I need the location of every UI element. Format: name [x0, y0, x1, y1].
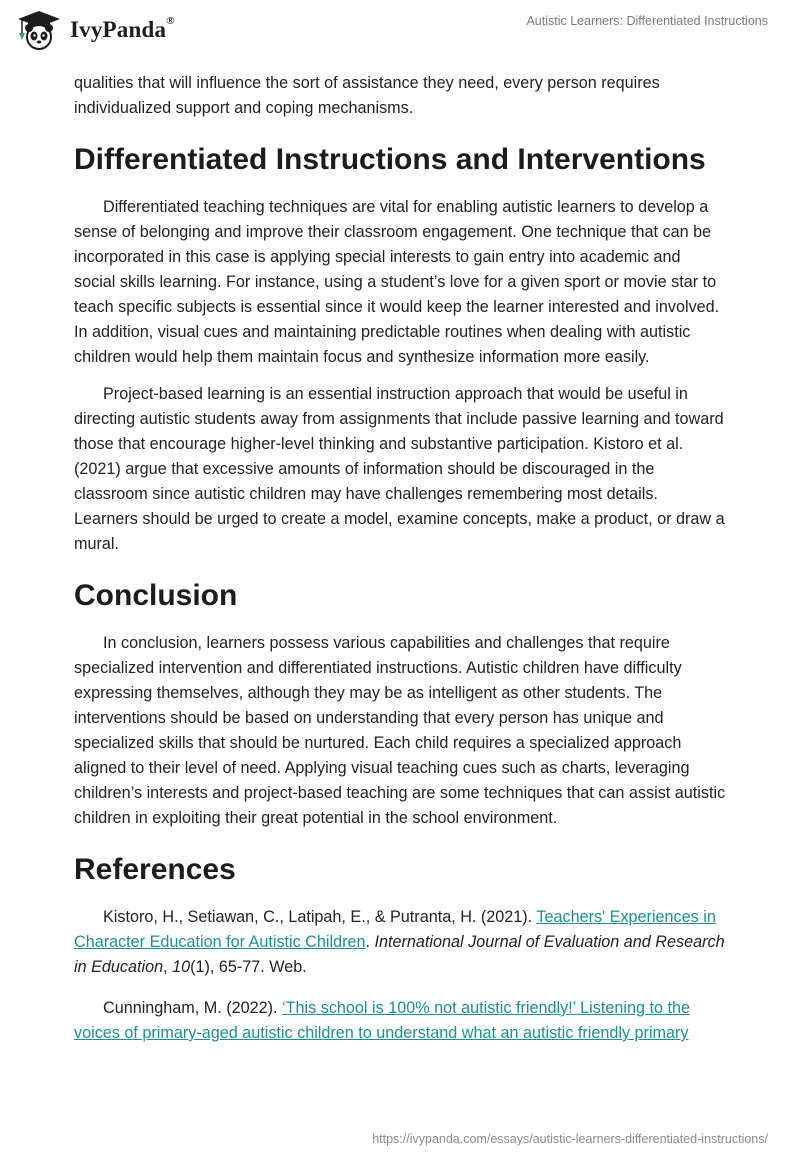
intro-paragraph: qualities that will influence the sort of assistance they need, every person requires individualized support and coping mechanisms. [74, 74, 660, 117]
paragraph: Differentiated teaching techniques are vital for enabling autistic learners to develop a sense of belonging and improve their classroom engagement. One technique that can be incorporated in this case is applying special interests to gain entry into academic and social skills learning. For instance, using a student’s love for a given sport or movie star to teach specific subjects is essential since it would keep the learner interested and involved. In addition, visual cues and maintaining predictable routines when dealing with autistic children would help them maintain focus and synthesize information more easily. [74, 198, 720, 366]
paragraph: Project-based learning is an essential instruction approach that would be useful in directing autistic students away from assignments that include passive learning and toward those that encourage higher-level thinking and substantive participation. Kistoro et al. (2021) argue that excessive amounts of information should be discouraged in the classroom since autistic children may have challenges remembering most details. Learners should be urged to create a model, examine concepts, make a product, or draw a mural. [74, 385, 725, 553]
brand-name: IvyPanda® [70, 15, 175, 42]
document-title: Autistic Learners: Differentiated Instructions [526, 14, 768, 28]
essay-body [74, 71, 726, 1062]
panda-icon [14, 9, 64, 51]
paragraph: In conclusion, learners possess various capabilities and challenges that require specialized intervention and differentiated instructions. Autistic children have difficulty expressing themselves, although they may be as intelligent as other students. The interventions should be based on understanding that every person has unique and specialized skills that should be nurtured. Each child requires a specialized approach aligned to their level of need. Applying visual teaching cues such as charts, leveraging children’s interests and project-based teaching are some techniques that can assist autistic children in exploiting their great potential in the school environment. [74, 634, 726, 827]
section-heading-differentiated: Differentiated Instructions and Interventions [74, 143, 706, 176]
reference-link[interactable]: Teachers' Experiences in Character Education for Autistic Children [74, 908, 716, 951]
section-heading-conclusion: Conclusion [74, 579, 238, 612]
page-url: https://ivypanda.com/essays/autistic-learners-differentiated-instructions/ [372, 1132, 768, 1146]
section-heading-references: References [74, 853, 236, 886]
page-header [0, 0, 800, 60]
reference-item: Kistoro, H., Setiawan, C., Latipah, E., & Putranta, H. (2021). Teachers' Experiences in Character Education for Autistic Children. International Journal of Evaluation and Research in Education, 10(1), 65-77. Web. [74, 908, 725, 976]
reference-item: Cunningham, M. (2022). ‘This school is 100% not autistic friendly!’ Listening to the voices of primary-aged autistic children to understand what an autistic friendly primary [74, 999, 690, 1042]
reference-link[interactable]: ‘This school is 100% not autistic friendly!’ Listening to the voices of primary-aged autistic children to understand what an autistic friendly primary [74, 999, 690, 1042]
ivypanda-logo[interactable] [14, 9, 175, 51]
